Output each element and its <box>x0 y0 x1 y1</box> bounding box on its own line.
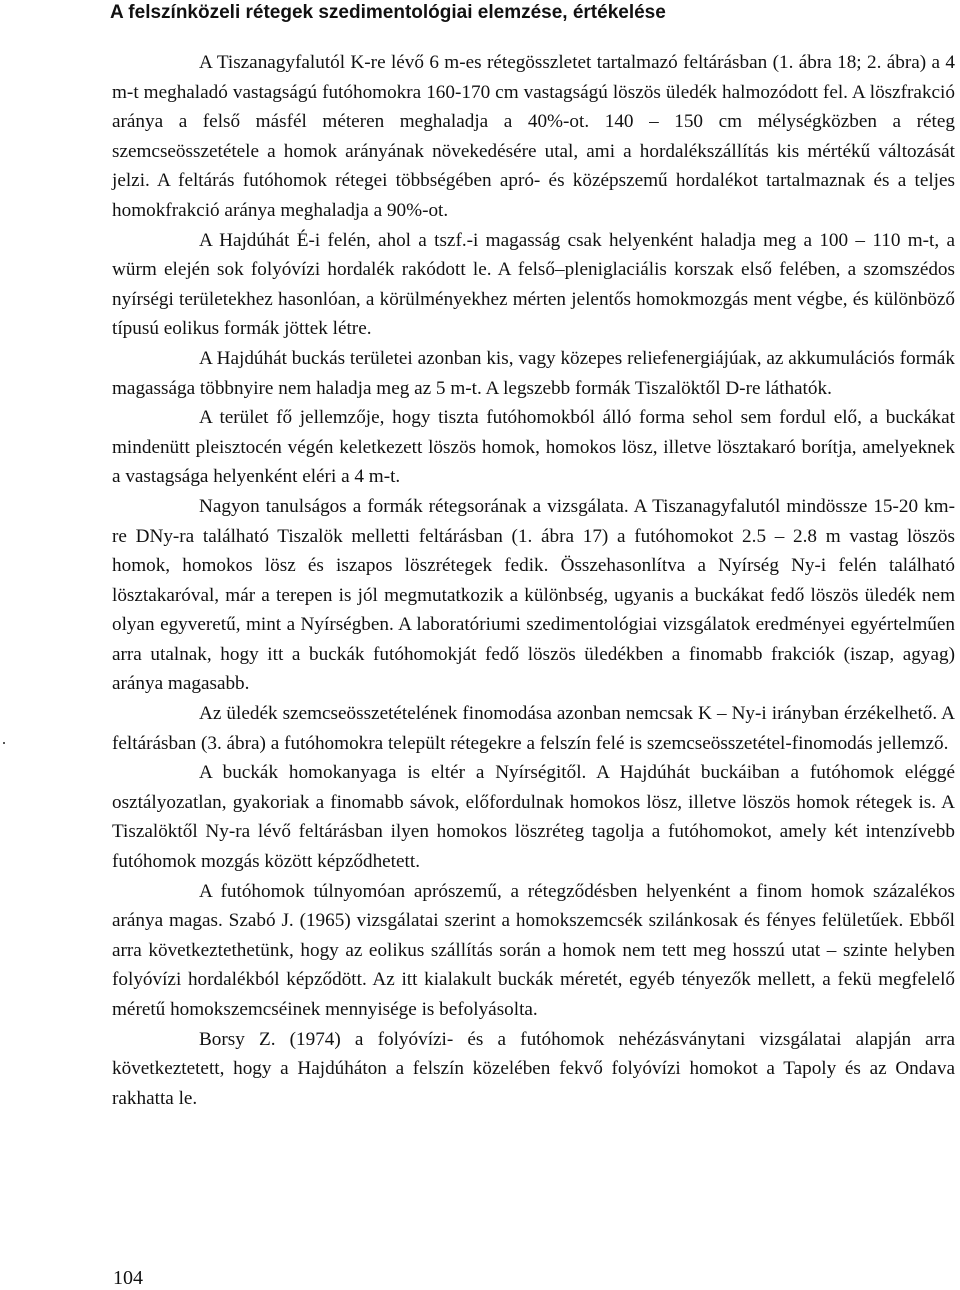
body-text <box>112 48 955 1113</box>
paragraph-2: A Hajdúhát É-i felén, ahol a tszf.-i magasság csak helyenként haladja meg a 100 – 110 m-t, a würm elején sok folyóvízi hordalék rakódott le. A felső–pleniglaciális korszak első felében, a szomszédos nyírségi területekhez hasonlóan, a körülményekhez mérten jelentős homokmozgás ment végbe, és különböző típusú eolikus formák jöttek létre. <box>112 229 955 340</box>
paragraph-7: A buckák homokanyaga is eltér a Nyírségitől. A Hajdúhát buckáiban a futóhomok eléggé osztályozatlan, gyakoriak a finomabb sávok, előfordulnak homokos lösz, illetve löszös homok rétegek is. A Tiszalöktől Ny-ra lévő feltárásban ilyen homokos löszréteg tagolja a futóhomokot, amely két intenzívebb futóhomok mozgás között képződhetett. <box>112 762 955 873</box>
paragraph-9: Borsy Z. (1974) a folyóvízi- és a futóhomok nehézásványtani vizsgálatai alapján arra következtetett, hogy a Hajdúháton a felszín közelében fekvő folyóvízi homokot a Tapoly és az Ondava rakhatta le. <box>112 1028 955 1109</box>
paragraph-8: A futóhomok túlnyomóan aprószemű, a rétegződésben helyenként a finom homok százalékos aránya magas. Szabó J. (1965) vizsgálatai szerint a homokszemcsék szilánkosak és fényes felületűek. Ebből arra következtethetünk, hogy az eolikus szállítás során a homok nem tett meg hosszú utat – szinte helyben folyóvízi hordalékból képződött. Az itt kialakult buckák méretét, egyéb tényezők mellett, a fekü megfelelő méretű homokszemcséinek mennyisége is befolyásolta. <box>112 880 955 1020</box>
margin-speck <box>3 742 5 744</box>
paragraph-4: A terület fő jellemzője, hogy tiszta futóhomokból álló forma sehol sem fordul elő, a buckákat mindenütt pleisztocén végén keletkezett löszös homok, homokos lösz, illetve lösztakaró borítja, amelyeknek a vastagsága helyenként eléri a 4 m-t. <box>112 407 955 488</box>
paragraph-1: A Tiszanagyfalutól K-re lévő 6 m-es rétegösszletet tartalmazó feltárásban (1. ábra 18; 2. ábra) a 4 m-t meghaladó vastagságú futóhomokra 160-170 cm vastagságú löszös üledék halmozódott fel. A löszfrakció aránya a felső másfél méteren meghaladja a 40%-ot. 140 – 150 cm mélységközben a réteg szemcseösszetétele a homok arányának növekedésére utal, ami a hordalékszállítás kis mértékű változását jelzi. A feltárás futóhomok rétegei többségében apró- és középszemű hordalékot tartalmaznak és a teljes homokfrakció aránya meghaladja a 90%-ot. <box>112 52 955 221</box>
paragraph-6: Az üledék szemcseösszetételének finomodása azonban nemcsak K – Ny-i irányban érzékelhető. A feltárásban (3. ábra) a futóhomokra települt rétegekre a felszín felé is szemcseösszetétel-finomodás jellemző. <box>112 703 955 754</box>
paragraph-5: Nagyon tanulságos a formák rétegsorának a vizsgálata. A Tiszanagyfalutól mindössze 15-20 km-re DNy-ra található Tiszalök melletti feltárásban (1. ábra 17) a futóhomokot 2.5 – 2.8 m vastag löszös homok, homokos lösz és iszapos löszrétegek fedik. Összehasonlítva a Nyírség Ny-i felén található lösztakaróval, már a terepen is jól megmutatkozik a különbség, ugyanis a buckákat fedő löszös üledék nem olyan egyveretű, mint a Nyírségben. A laboratóriumi szedimentológiai vizsgálatok eredményei egyértelműen arra utalnak, hogy itt a buckák futóhomokját fedő löszös üledékben a finomabb frakciók (iszap, agyag) aránya magasabb. <box>112 495 955 695</box>
section-heading: A felszínközeli rétegek szedimentológiai elemzése, értékelése <box>110 2 666 23</box>
page-number: 104 <box>113 1267 143 1289</box>
paragraph-3: A Hajdúhát buckás területei azonban kis, vagy közepes reliefenergiájúak, az akkumulációs formák magassága többnyire nem haladja meg az 5 m-t. A legszebb formák Tiszalöktől D-re láthatók. <box>112 347 955 399</box>
